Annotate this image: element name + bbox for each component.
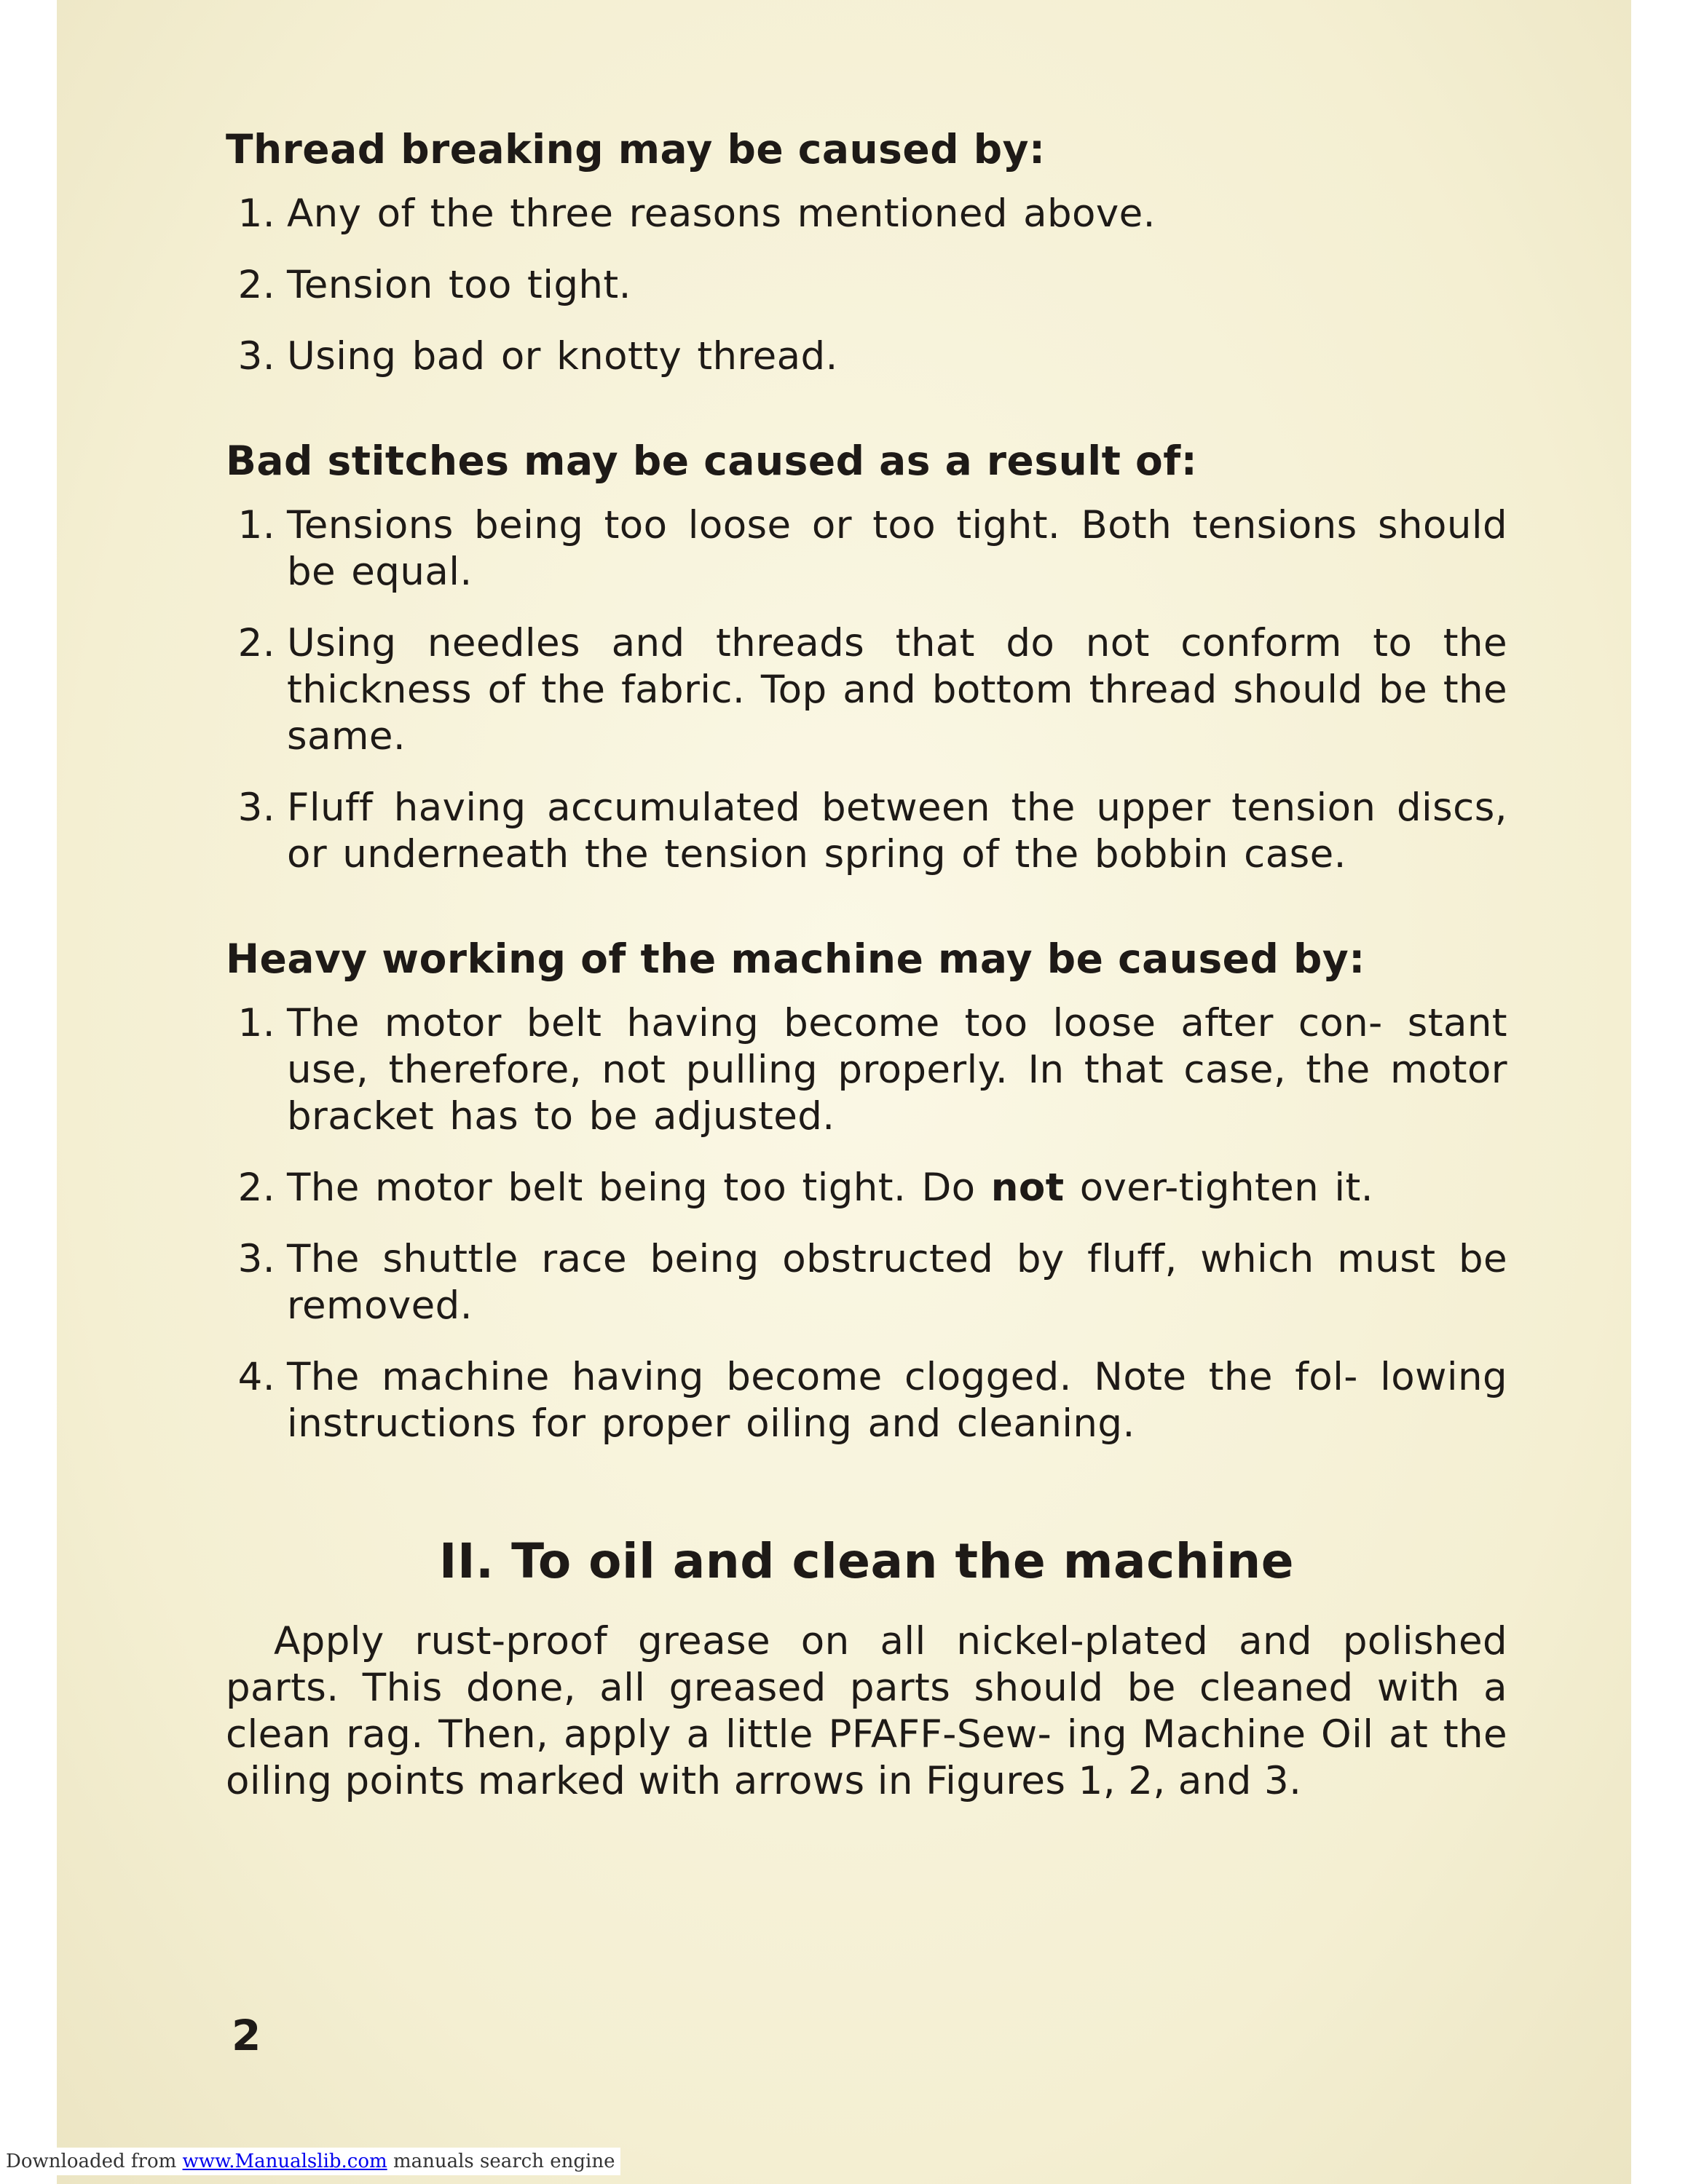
- download-footer: [0, 2148, 620, 2175]
- item-text: Tensions being too loose or too tight. Both tensions should be equal.: [287, 503, 1507, 594]
- item-text: Tension too tight.: [287, 263, 631, 307]
- item-number: 1.: [237, 503, 275, 547]
- cause-list: [226, 502, 1507, 878]
- list-item: [226, 1000, 1507, 1140]
- chapter-heading: II. To oil and clean the machine: [438, 1533, 1295, 1589]
- item-text: The motor belt having become too loose after con- stant use, therefore, not pulling properly. In that case, the motor bracket has to be adjusted.: [287, 1001, 1507, 1139]
- section-heading: Heavy working of the machine may be caused by:: [226, 935, 1365, 982]
- emphasis-not: not: [990, 1166, 1065, 1210]
- list-item: [226, 1236, 1507, 1329]
- item-number: 3.: [237, 1237, 275, 1281]
- item-number: 1.: [237, 1001, 275, 1045]
- item-number: 4.: [237, 1355, 275, 1399]
- cause-list: [226, 1000, 1507, 1447]
- list-item: [226, 620, 1507, 760]
- list-item: [226, 1165, 1507, 1211]
- item-text: The machine having become clogged. Note the fol- lowing instructions for proper oiling and cleaning.: [287, 1355, 1507, 1446]
- section-thread-breaking: [226, 125, 1507, 380]
- list-item: [226, 1354, 1507, 1447]
- manualslib-link[interactable]: www.Manualslib.com: [182, 2151, 387, 2172]
- list-item: [226, 785, 1507, 878]
- item-text: Fluff having accumulated between the upper tension discs, or underneath the tension spring of the bobbin case.: [287, 786, 1507, 877]
- oil-clean-paragraph: Apply rust-proof grease on all nickel-plated and polished parts. This done, all greased parts should be cleaned with a clean rag. Then, apply a little PFAFF-Sew- ing Machine Oil at the oiling points marked with arrows in Figures 1, 2, and 3.: [226, 1619, 1507, 1803]
- item-number: 2.: [237, 263, 275, 307]
- page-number: 2: [232, 2011, 261, 2060]
- item-text: Using bad or knotty thread.: [287, 334, 838, 379]
- item-number: 1.: [237, 191, 275, 236]
- cause-list: [226, 191, 1507, 380]
- list-item: [226, 262, 1507, 309]
- section-bad-stitches: [226, 437, 1507, 878]
- item-number: 2.: [237, 621, 275, 665]
- list-item: [226, 333, 1507, 380]
- scan-right-margin: [1631, 0, 1688, 2184]
- list-item: [226, 191, 1507, 237]
- item-text-after: over-tighten it.: [1064, 1166, 1373, 1210]
- section-heading: Thread breaking may be caused by:: [226, 126, 1046, 173]
- page-content: [226, 125, 1507, 1805]
- item-text-before: The motor belt being too tight. Do: [287, 1166, 991, 1210]
- item-text: Using needles and threads that do not conform to the thickness of the fabric. Top and bottom thread should be the same.: [287, 621, 1507, 759]
- scan-left-margin: [0, 0, 57, 2184]
- item-text: [287, 1165, 1507, 1211]
- section-heading: Bad stitches may be caused as a result of:: [226, 438, 1198, 484]
- item-text: The shuttle race being obstructed by fluff, which must be removed.: [287, 1237, 1507, 1328]
- footer-prefix: Downloaded from: [6, 2151, 177, 2172]
- item-number: 3.: [237, 786, 275, 830]
- footer-suffix: manuals search engine: [393, 2151, 615, 2172]
- list-item: [226, 502, 1507, 596]
- item-text: Any of the three reasons mentioned above.: [287, 191, 1156, 236]
- section-heavy-working: [226, 935, 1507, 1447]
- item-number: 2.: [237, 1166, 275, 1210]
- item-number: 3.: [237, 334, 275, 379]
